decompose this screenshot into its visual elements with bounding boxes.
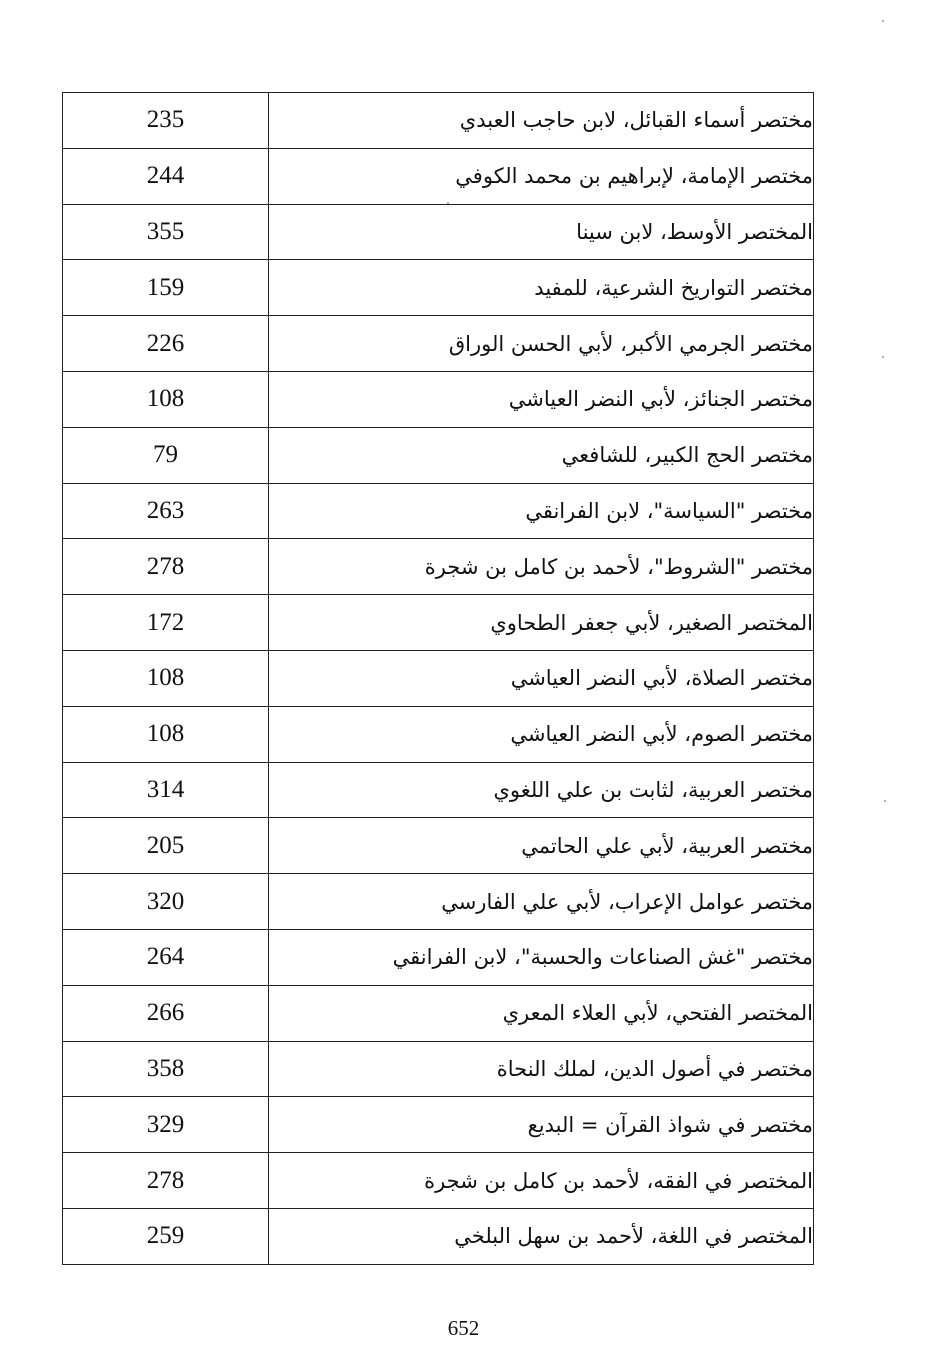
entry-title: مختصر "السياسة"، لابن الفرانقي [269,483,814,539]
table-row [63,483,814,539]
table-row [63,874,814,930]
entry-page-number: 266 [63,985,269,1041]
scan-speck [884,800,886,802]
entry-page-number: 205 [63,818,269,874]
entry-page-number: 226 [63,316,269,372]
page-number: 652 [447,1316,480,1340]
entry-title: مختصر أسماء القبائل، لابن حاجب العبدي [269,93,814,149]
entry-title: مختصر الصلاة، لأبي النضر العياشي [269,650,814,706]
table-row [63,650,814,706]
table-row [63,1041,814,1097]
entry-page-number: 278 [63,1153,269,1209]
index-table-body [63,93,814,1265]
table-row [63,1153,814,1209]
entry-title: مختصر في شواذ القرآن = البديع [269,1097,814,1153]
entry-page-number: 320 [63,874,269,930]
entry-page-number: 259 [63,1208,269,1264]
entry-title: مختصر الحج الكبير، للشافعي [269,427,814,483]
table-row [63,985,814,1041]
entry-page-number: 108 [63,371,269,427]
entry-page-number: 278 [63,539,269,595]
table-row [63,595,814,651]
scan-speck [882,20,884,22]
table-row [63,260,814,316]
entry-page-number: 172 [63,595,269,651]
table-row [63,1097,814,1153]
entry-title: المختصر الصغير، لأبي جعفر الطحاوي [269,595,814,651]
table-row [63,762,814,818]
entry-page-number: 159 [63,260,269,316]
scan-speck [882,356,884,358]
index-table [62,92,814,1265]
entry-page-number: 314 [63,762,269,818]
entry-page-number: 108 [63,706,269,762]
entry-title: مختصر في أصول الدين، لملك النحاة [269,1041,814,1097]
table-row [63,539,814,595]
table-row [63,818,814,874]
entry-title: مختصر الجرمي الأكبر، لأبي الحسن الوراق [269,316,814,372]
entry-page-number: 358 [63,1041,269,1097]
entry-title: المختصر الفتحي، لأبي العلاء المعري [269,985,814,1041]
entry-title: مختصر العربية، لثابت بن علي اللغوي [269,762,814,818]
table-row [63,93,814,149]
entry-title: مختصر التواريخ الشرعية، للمفيد [269,260,814,316]
table-row [63,427,814,483]
entry-title: المختصر في اللغة، لأحمد بن سهل البلخي [269,1208,814,1264]
entry-page-number: 244 [63,148,269,204]
entry-page-number: 235 [63,93,269,149]
entry-page-number: 263 [63,483,269,539]
entry-page-number: 329 [63,1097,269,1153]
entry-title: مختصر الصوم، لأبي النضر العياشي [269,706,814,762]
table-row [63,1208,814,1264]
entry-title: مختصر العربية، لأبي علي الحاتمي [269,818,814,874]
entry-title: المختصر في الفقه، لأحمد بن كامل بن شجرة [269,1153,814,1209]
entry-title: مختصر الجنائز، لأبي النضر العياشي [269,371,814,427]
entry-page-number: 79 [63,427,269,483]
entry-title: المختصر الأوسط، لابن سينا [269,204,814,260]
table-row [63,371,814,427]
table-row [63,148,814,204]
entry-title: مختصر "غش الصناعات والحسبة"، لابن الفرانقي [269,929,814,985]
entry-page-number: 108 [63,650,269,706]
table-row [63,929,814,985]
entry-title: مختصر الإمامة، لإبراهيم بن محمد الكوفي [269,148,814,204]
entry-page-number: 264 [63,929,269,985]
entry-title: مختصر "الشروط"، لأحمد بن كامل بن شجرة [269,539,814,595]
entry-title: مختصر عوامل الإعراب، لأبي علي الفارسي [269,874,814,930]
entry-page-number: 355 [63,204,269,260]
table-row [63,316,814,372]
table-row [63,706,814,762]
table-row [63,204,814,260]
